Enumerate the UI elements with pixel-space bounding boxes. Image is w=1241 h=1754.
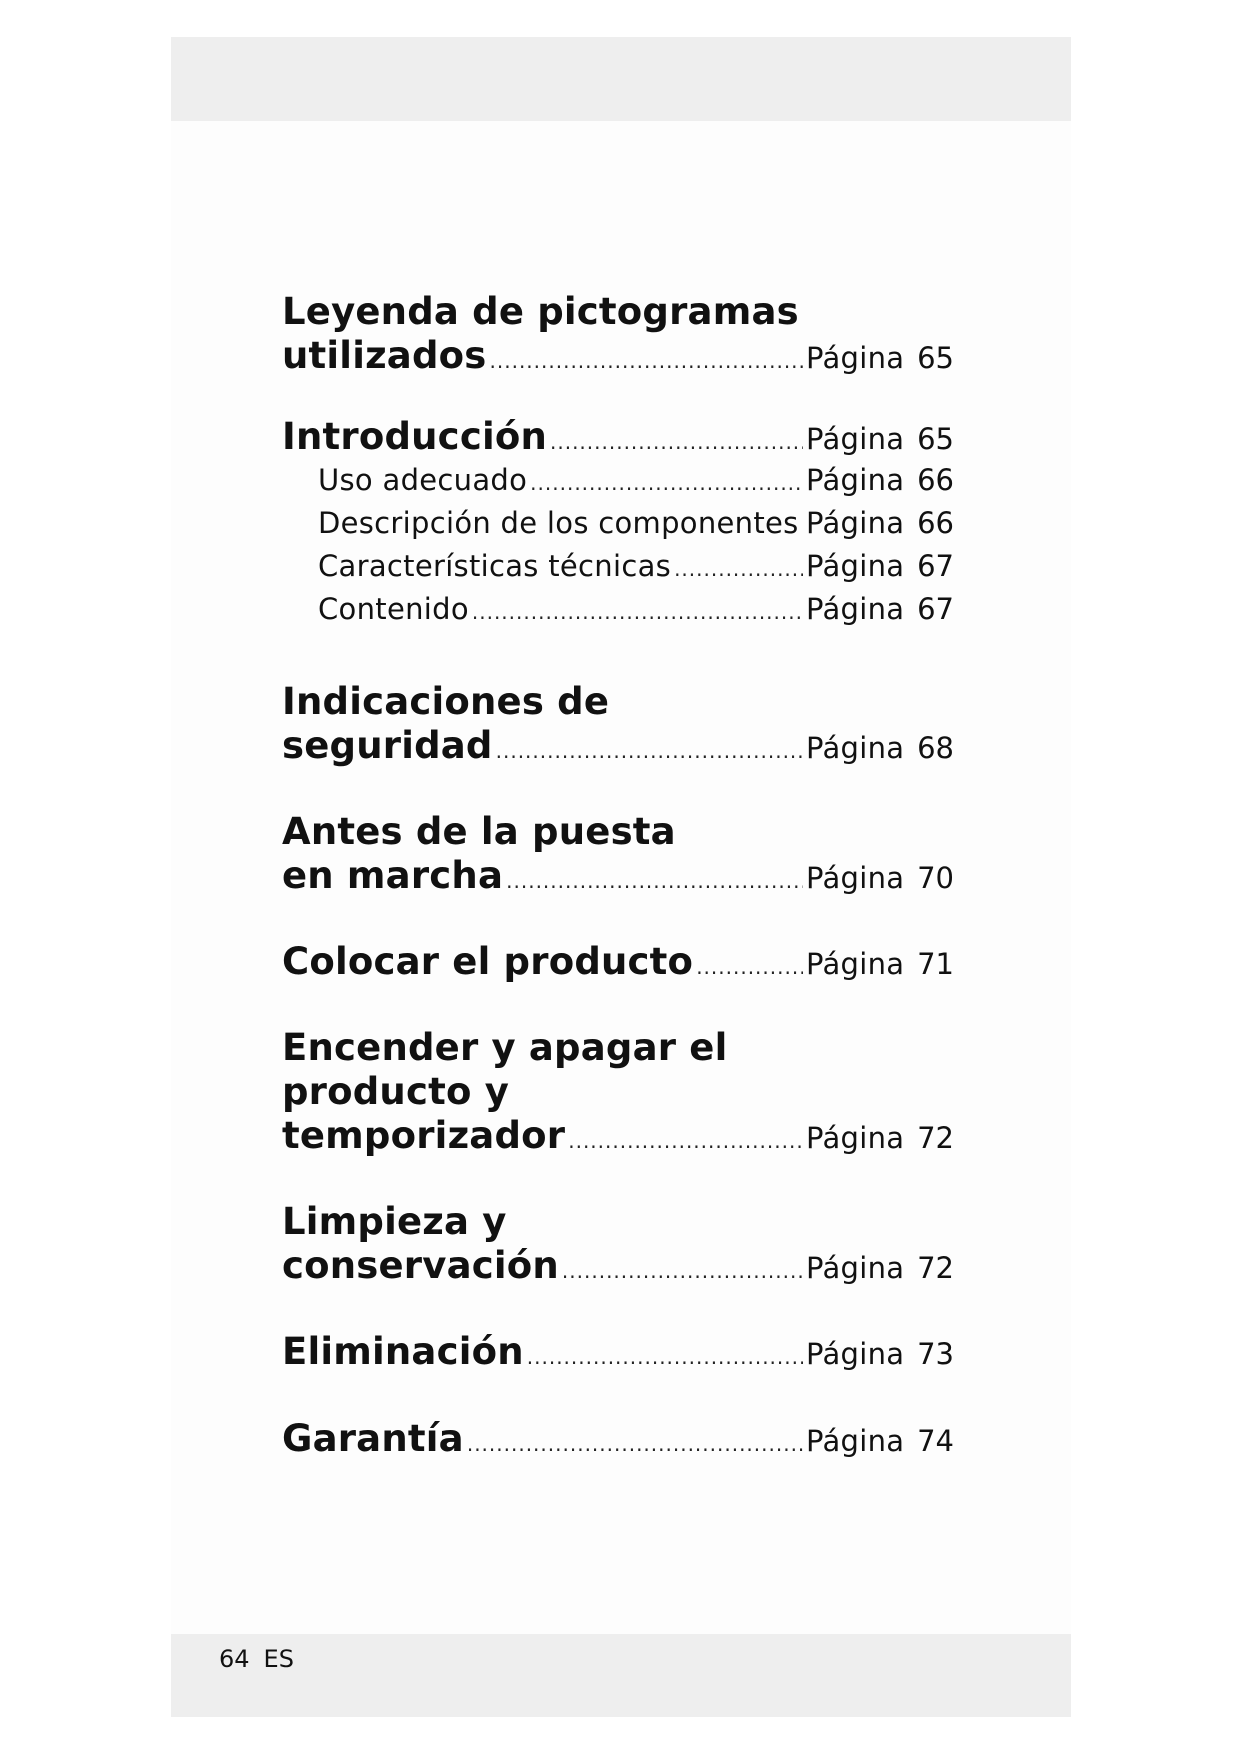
toc-entry-leyenda[interactable] <box>282 290 954 378</box>
dot-leader <box>802 505 803 548</box>
toc-entry-title-line2: seguridad <box>282 724 493 767</box>
toc-entry-title: Garantía <box>282 1417 464 1460</box>
dot-leader <box>527 1335 803 1379</box>
page-number: 71 <box>917 947 954 981</box>
page-label: Página <box>806 947 905 981</box>
dot-leader <box>530 462 803 505</box>
toc-entry-title-line1: Limpieza y <box>282 1200 507 1243</box>
dot-leader <box>568 1119 803 1163</box>
page-number: 67 <box>917 592 954 626</box>
toc-entry-title: Introducción <box>282 415 547 458</box>
toc-entry-title-line2: utilizados <box>282 334 487 377</box>
toc-subentry-caracteristicas[interactable] <box>282 545 954 588</box>
toc-subentry-title: Características técnicas <box>318 549 672 583</box>
footer-page-number: 64 <box>219 1645 250 1673</box>
page-label: Página <box>806 341 905 375</box>
page-number: 72 <box>917 1251 954 1285</box>
page-label: Página <box>806 731 905 765</box>
document-page <box>171 37 1071 1717</box>
dot-leader <box>496 729 803 773</box>
toc-entry-title-line1: Encender y apagar el <box>282 1026 728 1069</box>
toc-entry-colocar[interactable] <box>282 940 954 984</box>
dot-leader <box>506 859 803 903</box>
toc-subentry-uso-adecuado[interactable] <box>282 459 954 502</box>
toc-subentry-descripcion[interactable] <box>282 502 954 545</box>
toc-entry-antes[interactable] <box>282 810 954 898</box>
toc-entry-title-line1: Indicaciones de <box>282 680 610 723</box>
page-number: 66 <box>917 463 954 497</box>
page-number: 72 <box>917 1121 954 1155</box>
dot-leader <box>490 339 803 383</box>
footer-band <box>171 1634 1071 1717</box>
toc-entry-title-line2: en marcha <box>282 854 504 897</box>
toc-subentry-title: Uso adecuado <box>318 463 528 497</box>
toc-entry-introduccion[interactable] <box>282 415 954 459</box>
page-label: Página <box>806 549 905 583</box>
toc-entry-eliminacion[interactable] <box>282 1330 954 1374</box>
page-label: Página <box>806 463 905 497</box>
dot-leader <box>562 1249 803 1293</box>
page-label: Página <box>806 506 905 540</box>
header-band <box>171 37 1071 121</box>
footer-language: ES <box>263 1645 294 1673</box>
page-label: Página <box>806 1121 905 1155</box>
page-number: 65 <box>917 341 954 375</box>
toc-entry-encender[interactable] <box>282 1026 954 1158</box>
page-label: Página <box>806 1424 905 1458</box>
toc-entry-indicaciones[interactable] <box>282 680 954 768</box>
page-number: 65 <box>917 422 954 456</box>
toc-entry-title: Eliminación <box>282 1330 524 1373</box>
page-label: Página <box>806 1337 905 1371</box>
toc-entry-title-line2: temporizador <box>282 1114 566 1157</box>
page-label: Página <box>806 592 905 626</box>
dot-leader <box>674 548 803 591</box>
page-number: 67 <box>917 549 954 583</box>
toc-entry-title-line1b: producto y <box>282 1070 510 1113</box>
page-number: 68 <box>917 731 954 765</box>
toc-subentry-title: Contenido <box>318 592 469 626</box>
toc-entry-title-line1: Leyenda de pictogramas <box>282 290 799 333</box>
page-number: 73 <box>917 1337 954 1371</box>
page-number: 74 <box>917 1424 954 1458</box>
page-label: Página <box>806 861 905 895</box>
page-footer <box>219 1645 294 1673</box>
toc-entry-title-line1: Antes de la puesta <box>282 810 676 853</box>
dot-leader <box>467 1422 803 1466</box>
toc-entry-limpieza[interactable] <box>282 1200 954 1288</box>
toc-subentry-title: Descripción de los componentes <box>318 506 799 540</box>
dot-leader <box>696 945 803 989</box>
toc-entry-title: Colocar el producto <box>282 940 694 983</box>
dot-leader <box>550 420 803 464</box>
page-label: Página <box>806 1251 905 1285</box>
page-label: Página <box>806 422 905 456</box>
toc-entry-title-line2: conservación <box>282 1244 559 1287</box>
page-number: 66 <box>917 506 954 540</box>
page-number: 70 <box>917 861 954 895</box>
toc-subentry-contenido[interactable] <box>282 588 954 631</box>
toc-entry-garantia[interactable] <box>282 1417 954 1461</box>
dot-leader <box>472 591 803 634</box>
